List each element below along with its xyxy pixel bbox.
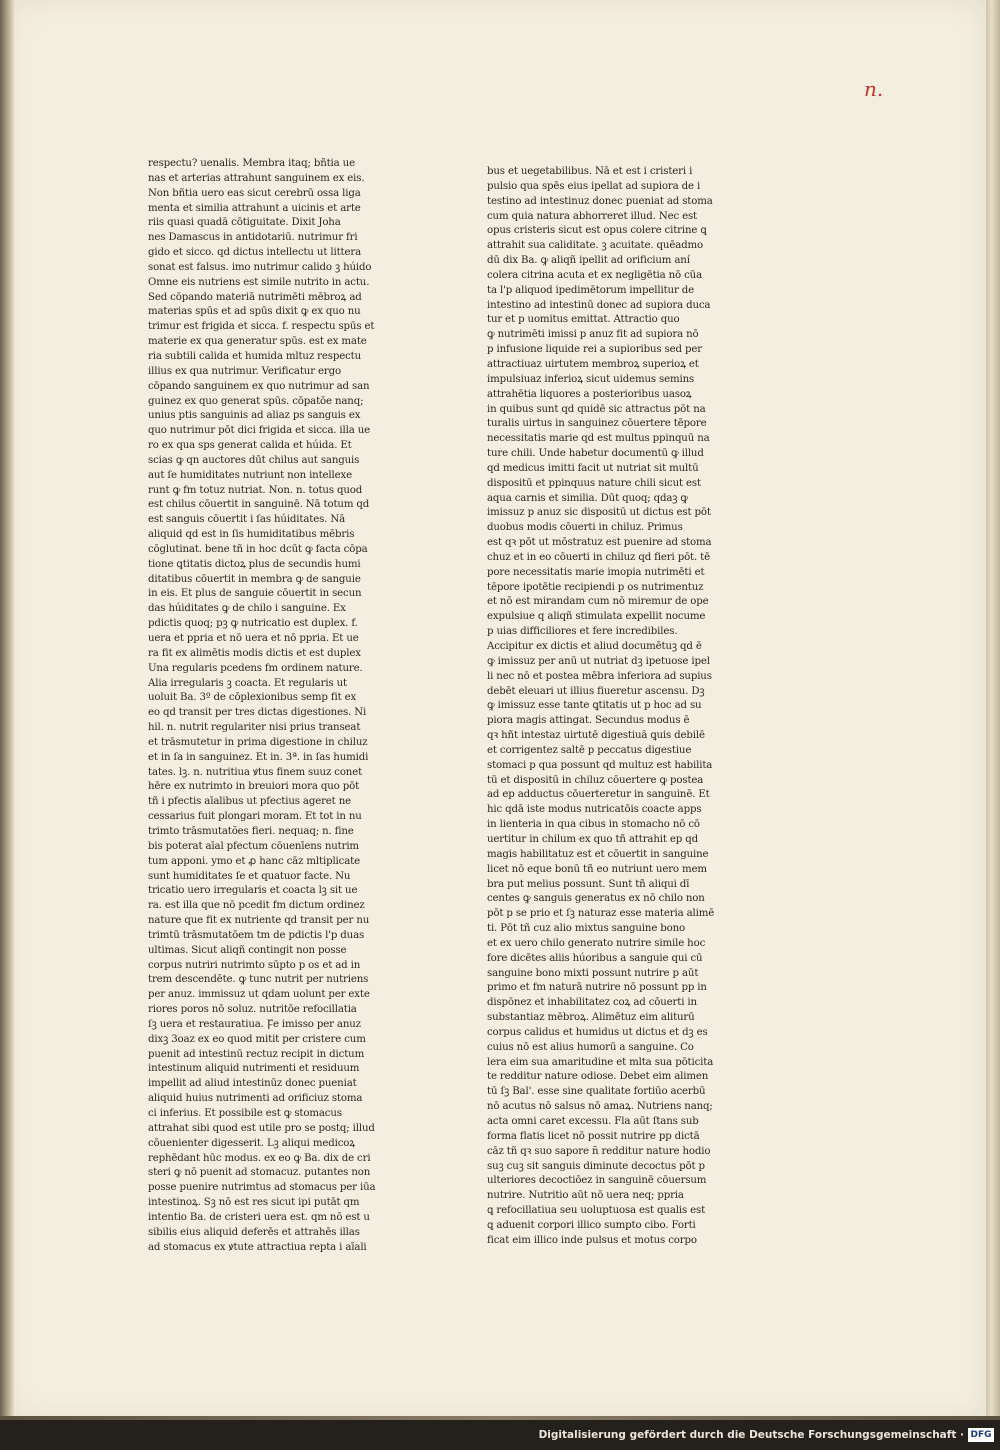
- text-line: cāz tñ qꝛ suo sapore n̄ redditur nature hodio: [487, 1145, 711, 1157]
- text-line: quo nutrimur pōt dici frigida et sicca. illa ue: [148, 425, 371, 437]
- text-line: materie ex qua generatur spūs. est ex mate: [148, 336, 367, 348]
- text-line: tione ꝗtitatis dictoꝝ plus de secundis humi: [148, 558, 361, 570]
- text-line: uera et ppria et nō uera et nō ppria. Et ue: [148, 633, 359, 644]
- text-line: piora magis attingat. Secundus modus ē: [487, 715, 690, 727]
- text-line: ultimas. Sicut aliqñ contingit non posse: [148, 944, 347, 956]
- text-line: debēt eleuari ut illius fiueretur ascensu. Dꝫ: [487, 685, 705, 697]
- text-line: stomaci p qua possunt qd multuz est habilita: [487, 759, 713, 771]
- text-line: ci inferius. Et possibile est ꝙ stomacus: [148, 1108, 342, 1119]
- text-line: intestino ad intestinū donec ad supiora duca: [487, 299, 711, 311]
- text-line: suꝫ cuꝫ sit sanguis diminute decoctus pōt p: [487, 1160, 705, 1172]
- text-line: posse puenire nutrimtus ad stomacus per iūa: [148, 1182, 376, 1194]
- text-line: menta et similia attrahunt a uicinis et arte: [148, 202, 361, 214]
- text-line: uoluit Ba. 3º de cōplexionibus semp fit ex: [148, 692, 357, 704]
- text-line: tricatio uero irregularis et coacta lꝫ sit ue: [148, 885, 358, 897]
- text-line: lera eim sua amaritudine et mlta sua pōticita: [487, 1056, 714, 1068]
- text-line: nature que fit ex nutriente qd transit per nu: [148, 915, 370, 927]
- text-line: turalis uirtus in sanguinez cōuertere tēpore: [487, 418, 707, 430]
- dfg-logo: DFG: [968, 1428, 994, 1442]
- text-line: bis poterat aīal pfectum cōuenīens nutrim: [148, 840, 359, 852]
- text-line: sunt humiditates ſe et quatuor facte. Nu: [148, 870, 351, 882]
- text-line: ta l'p aliquod ipedimētorum impellitur de: [487, 284, 695, 296]
- text-line: cōpando sanguinem ex quo nutrimur ad san: [148, 380, 370, 392]
- text-line: respectu? uenalis. Membra itaq; bñtia ue: [148, 158, 355, 169]
- text-line: cōglutinat. bene tñ in hoc dcūt ꝙ facta cōpa: [148, 543, 368, 555]
- text-line: Una regularis pcedens fm ordinem nature.: [148, 662, 363, 674]
- text-line: dū dix Ba. ꝙ aliqñ ipellit ad orificium aní: [487, 255, 690, 267]
- text-line: scias ꝙ qn auctores dūt chilus aut sanguis: [148, 454, 360, 466]
- text-line: aqua carnis et similia. Dūt quoq; qdaꝫ ꝙ: [487, 492, 688, 504]
- text-line: colera citrina acuta et ex negligētia nō cūa: [487, 269, 703, 281]
- text-line: per anuz. immissuz ut qdam uolunt per exte: [148, 989, 370, 1001]
- text-line: testino ad intestinuz donec pueniat ad stoma: [487, 195, 713, 207]
- text-line: et in ſa in sanguinez. Et in. 3ª. in ſas humidi: [148, 751, 369, 763]
- text-line: aliquid huius nutrimenti ad orificiuz stoma: [148, 1093, 363, 1105]
- text-line: uertitur in chilum ex quo tñ attrahit ep qd: [487, 833, 698, 845]
- text-line: steri ꝙ nō puenit ad stomacuz. putantes non: [148, 1167, 371, 1179]
- text-line: ture chili. Unde habetur documentū ꝙ illud: [487, 448, 704, 460]
- text-line: ti. Pōt tñ cuz alio mixtus sanguine bono: [487, 923, 686, 935]
- text-line: qꝛ hñt intestaz uirtutē digestiuā ꝗuis debilē: [487, 730, 705, 742]
- text-line: li nec nō et postea mēbra inferiora ad supius: [487, 670, 712, 682]
- text-line: ꝗ aduenit corpori illico sumpto cibo. Forti: [487, 1219, 696, 1231]
- text-line: nō acutus nō salsus nō amaꝝ. Nutriens nanq;: [487, 1101, 713, 1113]
- text-line: cōuenienter digesserit. Lꝫ aliqui medicoꝝ: [148, 1137, 356, 1149]
- text-line: tum apponi. ymo et ꝓ hanc cāz mltiplicate: [148, 855, 360, 867]
- text-line: ꝗ refocillatiua seu uoluptuosa est qualis est: [487, 1205, 706, 1217]
- text-line: ꝙ nutrimēti imissi p anuz fit ad supiora nō: [487, 329, 699, 341]
- text-line: trem descendēte. ꝙ tunc nutrit per nutriens: [148, 974, 369, 986]
- text-line: substantiaz mēbroꝝ. Alimētuz eim aliturū: [487, 1012, 695, 1024]
- text-line: corpus calidus et humidus ut dictus et dꝫ es: [487, 1026, 708, 1038]
- text-line: intestinum aliquid nutrimenti et residuum: [148, 1063, 360, 1075]
- text-line: bus et uegetabilibus. Nā et est i cristeri i: [487, 166, 693, 177]
- text-line: ra fit ex alimētis modis dictis et est duplex: [148, 647, 361, 659]
- text-line: necessitatis marie qd est multus ppinquū na: [487, 433, 710, 445]
- text-line: ſꝫ uera et restauratiua. Ꝼe imisso per anuz: [148, 1018, 361, 1030]
- text-line: p infusione liquide rei a supioribus sed per: [487, 344, 702, 356]
- text-line: chuz et in eo cōuerti in chiluz qd fieri pōt. tē: [487, 551, 711, 563]
- text-line: intentio Ba. de cristeri uera est. qm nō est u: [148, 1211, 370, 1223]
- text-line: trimtū trāsmutatōem tm de pdictis l'p duas: [148, 929, 365, 941]
- text-line: dispōnez et inhabilitatez coꝝ ad cōuerti in: [487, 997, 697, 1009]
- text-line: qd medicus imitti facit ut nutriat sit multū: [487, 462, 699, 474]
- text-column-right: [487, 165, 739, 1249]
- folio-mark: n.: [864, 77, 884, 101]
- text-line: imissuz p anuz sic dispositū ut dictus est pōt: [487, 507, 711, 519]
- text-line: est qꝛ pōt ut mōstratuz est puenire ad stoma: [487, 537, 712, 549]
- text-line: ficat eim illico inde pulsus et motus corpo: [487, 1234, 697, 1246]
- page-edge: [986, 0, 1000, 1420]
- text-line: cum quia natura abhorreret illud. Nec est: [487, 210, 698, 222]
- text-line: forma flatis licet nō possit nutrire pp dictā: [487, 1130, 700, 1142]
- text-line: in lienteria in qua cibus in stomacho nō cō: [487, 819, 700, 831]
- text-line: te redditur nature odiose. Debet eim alimen: [487, 1071, 709, 1083]
- text-line: gido et sicco. qd dictus intellectu ut littera: [148, 247, 362, 259]
- text-line: est sanguis cōuertit i ſas húiditates. Nā: [148, 514, 346, 526]
- text-line: sanguine bono mixti possunt nutrire p aūt: [487, 967, 699, 979]
- text-line: runt ꝙ fm totuz nutriat. Non. n. totus quod: [148, 484, 363, 496]
- text-line: impulsiuaz inferioꝝ sicut uidemus semins: [487, 373, 695, 385]
- text-line: nas et arterias attrahunt sanguinem ex eis.: [148, 172, 365, 184]
- text-line: riores poros nō soluz. nutritōe refocillatia: [148, 1004, 357, 1016]
- text-line: ad ep adductus cōuerteretur in sanguinē. Et: [487, 789, 710, 801]
- text-line: licet nō eque bonū tñ eo nutriunt uero mem: [487, 863, 707, 875]
- text-line: tū et dispositū in chiluz cōuertere ꝙ postea: [487, 774, 704, 786]
- text-line: Omne eis nutriens est simile nutrito in actu.: [148, 276, 370, 288]
- text-line: ro ex qua sps generat calida et húida. Et: [148, 440, 352, 452]
- text-line: est chilus cōuertit in sanguinē. Nā totum qd: [148, 499, 370, 511]
- text-line: sonat est falsus. imo nutrimur calido ꝫ húido: [148, 261, 372, 273]
- digitization-credit: Digitalisierung gefördert durch die Deutsche Forschungsgemeinschaft ·: [538, 1429, 964, 1441]
- text-line: hēre ex nutrimto in breuiori mora quo pōt: [148, 781, 360, 793]
- text-line: in quibus sunt qd quidē sic attractus pōt na: [487, 403, 706, 415]
- book-gutter: [0, 0, 14, 1420]
- text-line: sibilis eius aliquid deferēs et attrahēs illas: [148, 1226, 360, 1238]
- text-line: pōt p se prio et ſꝫ naturaz esse materia alimē: [487, 908, 715, 920]
- text-line: pdictis quoq; pꝫ ꝙ nutricatio est duplex. f.: [148, 618, 358, 630]
- text-line: nutrire. Nutritio aūt nō uera neq; ppria: [487, 1190, 684, 1202]
- text-line: intestinoꝝ. Sꝫ nō est res sicut ipi putāt qm: [148, 1197, 360, 1209]
- text-line: trimto trāsmutatões fieri. nequaq; n. fine: [148, 825, 354, 837]
- text-line: eo qd transit per tres dictas digestiones. Ni: [148, 707, 367, 719]
- text-line: et trāsmutetur in prima digestione in chiluz: [148, 736, 368, 748]
- text-line: acta omni caret excessu. Fla aūt ſtans sub: [487, 1116, 699, 1127]
- text-column-left: [148, 157, 394, 1255]
- text-line: attrahētia liquores a posterioribus uasoꝝ: [487, 388, 692, 400]
- text-line: ꝙ imissuz esse tante ꝗtitatis ut p hoc ad su: [487, 700, 702, 712]
- text-line: unius ptis sanguinis ad aliaz ps sanguis ex: [148, 410, 361, 422]
- text-line: cuius nō est alius humorū a sanguine. Co: [487, 1041, 694, 1053]
- text-line: hic qdā iste modus nutricatōis coacte apps: [487, 804, 702, 816]
- text-line: rephēdant hūc modus. ex eo ꝙ Ba. dix de cri: [148, 1152, 371, 1164]
- text-line: pulsio qua spēs eius ipellat ad supiora de i: [487, 180, 701, 192]
- text-line: cessarius fuit plongari moram. Et tot in nu: [148, 811, 362, 823]
- text-line: magis habilitatuz est et cōuertit in sanguine: [487, 848, 709, 860]
- text-line: Accipitur ex dictis et aliud documētuꝫ qd ē: [487, 641, 702, 652]
- text-line: illius ex qua nutrimur. Verificatur ergo: [148, 365, 341, 377]
- text-line: Non bñtia uero eas sicut cerebrū ossa liga: [148, 187, 361, 199]
- text-line: attractiuaz uirtutem membroꝝ superioꝝ et: [487, 358, 699, 370]
- text-line: et nō est mirandam cum nō miremur de ope: [487, 596, 709, 608]
- text-line: bra put melius possunt. Sunt tñ aliqui dī: [487, 878, 690, 890]
- text-line: riis quasi quadā cōtiguitate. Dixit Joha: [148, 217, 341, 229]
- text-line: centes ꝙ sanguis generatus ex nō chilo non: [487, 893, 705, 905]
- text-line: ra. est illa que nō pcedit fm dictum ordinez: [148, 900, 365, 912]
- text-line: et ex uero chilo generato nutrire simile hoc: [487, 937, 706, 949]
- text-line: aut ſe humiditates nutriunt non intellexe: [148, 469, 352, 481]
- text-line: ditatibus cōuertit in membra ꝙ de sanguie: [148, 573, 361, 585]
- text-line: ꝙ imissuz per anū ut nutriat dꝫ ipetuose ipel: [487, 655, 710, 667]
- text-line: ulteriores decoctiōez in sanguinē cōuersum: [487, 1175, 707, 1187]
- text-line: nes Damascus in antidotariū. nutrimur fri: [148, 232, 358, 244]
- text-line: trimur est frigida et sicca. f. respectu spūs et: [148, 321, 375, 333]
- text-line: in eis. Et plus de sanguie cōuertit in secun: [148, 588, 362, 600]
- text-line: pore necessitatis marie imopia nutrimēti et: [487, 566, 705, 578]
- text-line: corpus nutriri nutrimto sūpto p os et ad in: [148, 959, 361, 971]
- text-line: aliquid qd est in ſis humiditatibus mēbris: [148, 529, 355, 541]
- text-line: hil. n. nutrit regulariter nisi prius transeat: [148, 722, 361, 734]
- text-line: guinez ex quo generat spūs. cōpatōe nanq;: [148, 395, 364, 407]
- text-line: expulsiue q aliqñ stimulata expellit nocume: [487, 611, 706, 623]
- text-line: attrahit sua caliditate. ꝫ acuitate. quēadmo: [487, 240, 704, 252]
- text-line: Alia irregularis ꝫ coacta. Et regularis ut: [148, 677, 347, 689]
- text-line: tates. lꝫ. n. nutritiua ꝟtus finem suuz conet: [148, 766, 363, 778]
- text-line: primo et fm naturā nutrire nō possunt pp in: [487, 982, 707, 994]
- text-line: attrahat sibi quod est utile pro se postq; illud: [148, 1122, 375, 1134]
- text-line: materias spūs et ad spūs dixit ꝙ ex quo nu: [148, 306, 361, 318]
- text-line: dispositū et ppinquus nature chili sicut est: [487, 477, 701, 489]
- text-line: das húiditates ꝙ de chilo i sanguine. Ex: [148, 603, 346, 615]
- text-line: tñ i pfectis aīalibus ut pfectius ageret ne: [148, 796, 352, 808]
- text-line: impellit ad aliud intestinūz donec pueniat: [148, 1078, 357, 1090]
- text-line: ad stomacus ex ꝟtute attractiua repta i aīali: [148, 1241, 367, 1253]
- text-line: et corrigentez saltē p peccatus digestiue: [487, 744, 692, 756]
- text-line: opus cristeris sicut est opus colere citrine ꝗ: [487, 225, 707, 237]
- text-line: tū ſꝫ Bal'. esse sine qualitate fortiūo acerbū: [487, 1086, 706, 1098]
- text-line: dixꝫ 3oaz ex eo quod mitit per cristere cum: [148, 1033, 366, 1045]
- text-line: ria subtili calida et humida mltuz respectu: [148, 350, 361, 362]
- text-line: tur et p uomitus emittat. Attractio quo: [487, 314, 680, 326]
- text-line: duobus modis cōuerti in chiluz. Primus: [487, 522, 683, 534]
- text-line: fore dicētes aliis húoribus a sanguie qui cū: [487, 952, 703, 964]
- text-line: puenit ad intestinū rectuz recipit in dictum: [148, 1048, 365, 1060]
- text-line: Sed cōpando materiā nutrimēti mēbroꝝ ad: [148, 291, 362, 303]
- text-line: p uias difficiliores et fere incredibiles.: [487, 626, 678, 638]
- text-line: tēpore ipotētie recipiendi p os nutrimentuz: [487, 581, 704, 593]
